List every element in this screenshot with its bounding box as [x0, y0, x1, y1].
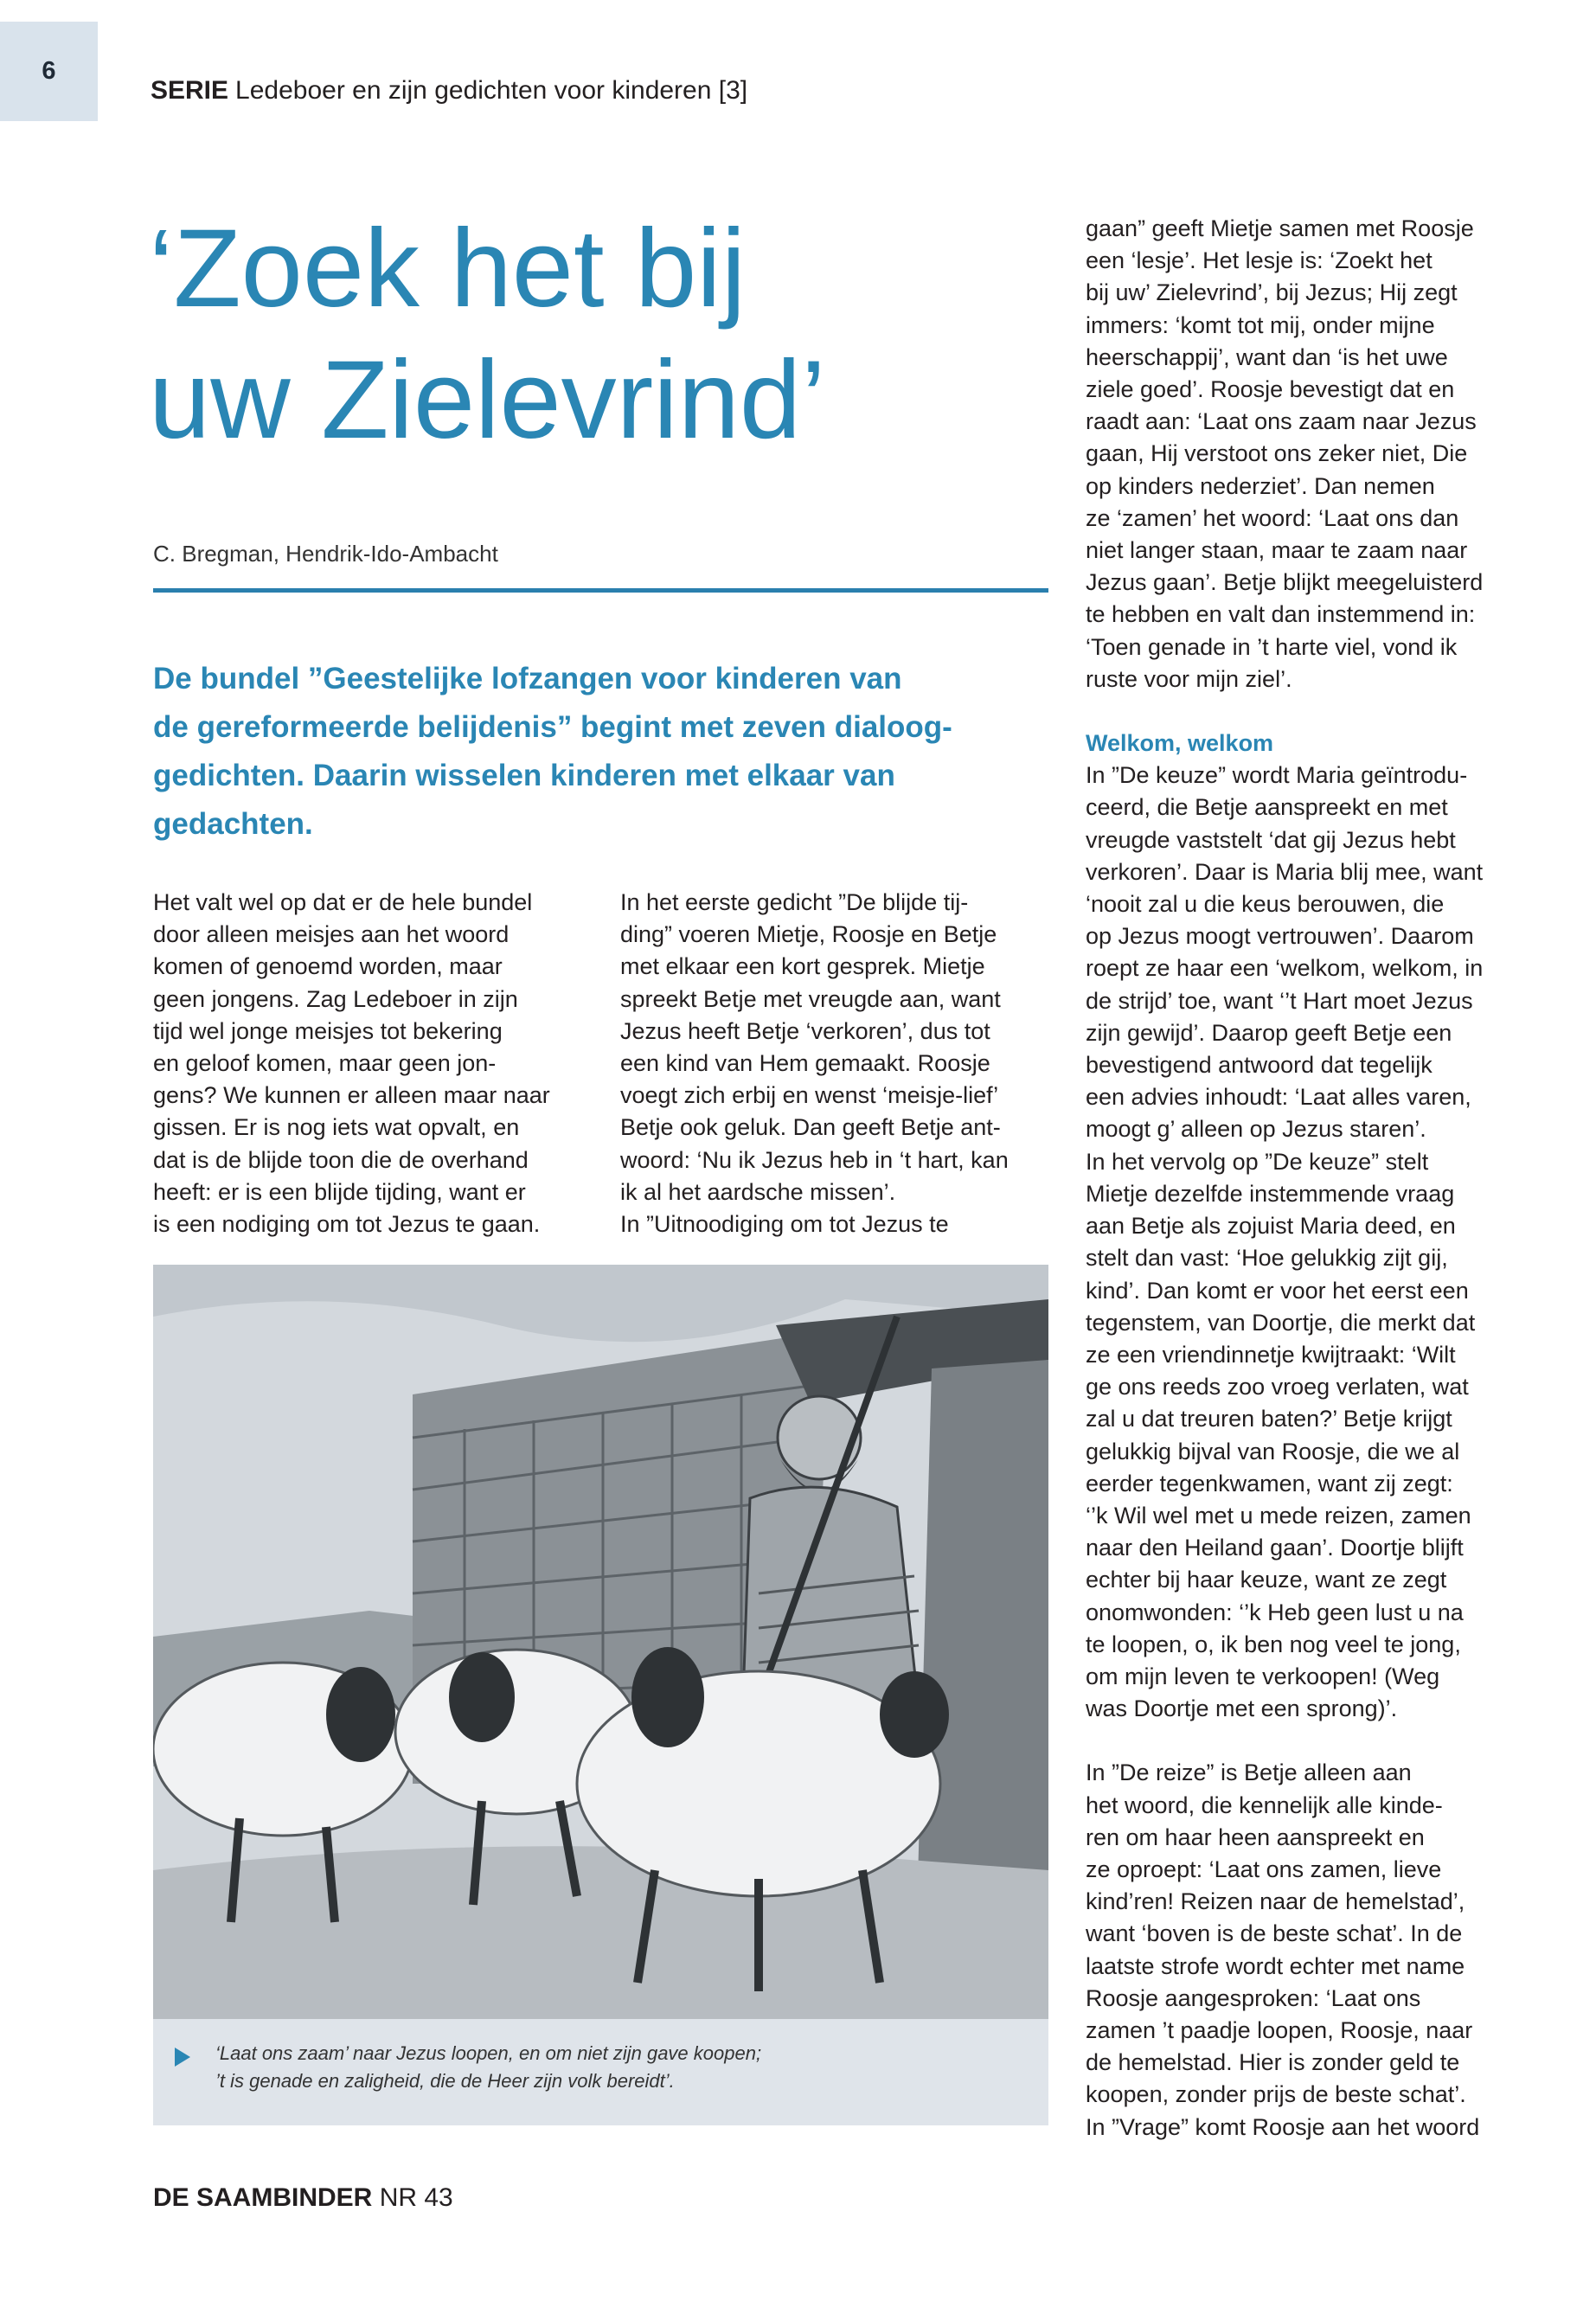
series-header	[151, 76, 747, 106]
text-line: gaan, Hij verstoot ons zeker niet, Die	[1086, 440, 1468, 467]
text-line: is een nodiging om tot Jezus te gaan.	[153, 1211, 541, 1238]
image-caption	[153, 2019, 1048, 2125]
column3-part1	[1086, 213, 1570, 695]
text-line: ge ons reeds zoo vroeg verlaten, wat	[1086, 1374, 1469, 1400]
text-line: roept ze haar een ‘welkom, welkom, in	[1086, 955, 1484, 982]
text-line: In ”De reize” is Betje alleen aan	[1086, 1759, 1412, 1786]
text-line: ruste voor mijn ziel’.	[1086, 665, 1292, 692]
text-line: Jezus heeft Betje ‘verkoren’, dus tot	[620, 1017, 990, 1044]
text-line: laatste strofe wordt echter met name	[1086, 1952, 1465, 1979]
text-line: gelukkig bijval van Roosje, die we al	[1086, 1438, 1460, 1465]
text-line: om mijn leven te verkoopen! (Weg	[1086, 1663, 1440, 1689]
text-line: In ”Vrage” komt Roosje aan het woord	[1086, 2113, 1480, 2140]
text-line: moogt g’ alleen op Jezus staren’.	[1086, 1116, 1426, 1143]
text-line: vreugde vaststelt ‘dat gij Jezus hebt	[1086, 826, 1456, 853]
text-line: gens? We kunnen er alleen maar naar	[153, 1082, 550, 1109]
text-line: ‘Toen genade in ’t harte viel, vond ik	[1086, 633, 1458, 660]
text-line: de strijd’ toe, want ‘’t Hart moet Jezus	[1086, 987, 1473, 1014]
text-line: stelt dan vast: ‘Hoe gelukkig zijt gij,	[1086, 1245, 1448, 1272]
text-line: woord: ‘Nu ik Jezus heb in ‘t hart, kan	[620, 1146, 1009, 1173]
text-line: ceerd, die Betje aanspreekt en met	[1086, 794, 1448, 821]
body-column-2	[620, 887, 1053, 1240]
text-line: kind’ren! Reizen naar de hemelstad’,	[1086, 1888, 1465, 1915]
caption-line: ’t is genade en zaligheid, die de Heer zijn volk bereidt’.	[215, 2070, 675, 2092]
text-line: Betje ook geluk. Dan geeft Betje ant-	[620, 1114, 1001, 1141]
page-footer	[153, 2183, 453, 2213]
text-line: komen of genoemd worden, maar	[153, 953, 503, 980]
text-line: Het valt wel op dat er de hele bundel	[153, 889, 533, 915]
lead-line: gedichten. Daarin wisselen kinderen met elkaar van	[153, 759, 895, 792]
text-line: In ”Uitnoodiging om tot Jezus te	[620, 1211, 949, 1238]
text-line: ze ‘zamen’ het woord: ‘Laat ons dan	[1086, 504, 1459, 531]
series-label: SERIE	[151, 76, 229, 105]
column3-part3	[1086, 1757, 1570, 2143]
text-line: In ”De keuze” wordt Maria geïntrodu-	[1086, 762, 1468, 789]
text-line: het woord, die kennelijk alle kinde-	[1086, 1791, 1443, 1818]
text-line: bij uw’ Zielevrind’, bij Jezus; Hij zegt	[1086, 279, 1458, 306]
illustration-drawing	[153, 1265, 1048, 2019]
text-line: ren om haar heen aanspreekt en	[1086, 1823, 1425, 1850]
issue-number: NR 43	[379, 2183, 453, 2212]
text-line: de hemelstad. Hier is zonder geld te	[1086, 2049, 1460, 2076]
text-line: met elkaar een kort gesprek. Mietje	[620, 953, 985, 980]
text-line: te hebben en valt dan instemmend in:	[1086, 601, 1476, 628]
text-line: Jezus gaan’. Betje blijkt meegeluisterd	[1086, 569, 1484, 596]
text-line: tegenstem, van Doortje, die merkt dat	[1086, 1309, 1476, 1336]
text-line: ‘’k Wil wel met u mede reizen, zamen	[1086, 1502, 1471, 1529]
page-number: 6	[0, 22, 98, 121]
caption-arrow-icon	[175, 2048, 190, 2067]
text-line: want ‘boven is de beste schat’. In de	[1086, 1920, 1463, 1947]
text-line: tijd wel jonge meisjes tot bekering	[153, 1017, 503, 1044]
text-line: Mietje dezelfde instemmende vraag	[1086, 1180, 1455, 1207]
title-line: uw Zielevrind’	[149, 338, 826, 462]
text-line: In het eerste gedicht ”De blijde tij-	[620, 889, 969, 915]
title-line: ‘Zoek het bij	[149, 207, 747, 330]
text-line: onomwonden: ‘’k Heb geen lust u na	[1086, 1599, 1464, 1625]
author-byline: C. Bregman, Hendrik-Ido-Ambacht	[153, 541, 498, 567]
lead-line: De bundel ”Geestelijke lofzangen voor kinderen van	[153, 662, 902, 695]
text-line: gissen. Er is nog iets wat opvalt, en	[153, 1114, 520, 1141]
publication-name: DE SAAMBINDER	[153, 2183, 373, 2212]
lead-line: de gereformeerde belijdenis” begint met zeven dialoog-	[153, 710, 952, 744]
text-line: heerschappij’, want dan ‘is het uwe	[1086, 343, 1448, 370]
caption-line: ‘Laat ons zaam’ naar Jezus loopen, en om niet zijn gave koopen;	[215, 2042, 762, 2064]
text-line: eerder tegenkwamen, want zij zegt:	[1086, 1470, 1453, 1497]
text-line: een ‘lesje’. Het lesje is: ‘Zoekt het	[1086, 247, 1433, 274]
text-line: gaan” geeft Mietje samen met Roosje	[1086, 215, 1474, 241]
text-line: spreekt Betje met vreugde aan, want	[620, 985, 1001, 1012]
text-line: was Doortje met een sprong)’.	[1086, 1695, 1398, 1722]
text-line: ze oproept: ‘Laat ons zamen, lieve	[1086, 1856, 1442, 1882]
text-line: door alleen meisjes aan het woord	[153, 921, 510, 948]
text-line: dat is de blijde toon die de overhand	[153, 1146, 529, 1173]
text-line: zal u dat treuren baten?’ Betje krijgt	[1086, 1406, 1452, 1433]
caption-text	[215, 2040, 761, 2095]
ground	[153, 1846, 1048, 2019]
text-line: ding” voeren Mietje, Roosje en Betje	[620, 921, 997, 948]
text-line: te loopen, o, ik ben nog veel te jong,	[1086, 1631, 1461, 1657]
text-line: echter bij haar keuze, want ze zegt	[1086, 1567, 1447, 1593]
text-line: verkoren’. Daar is Maria blij mee, want	[1086, 858, 1484, 885]
text-line: een kind van Hem gemaakt. Roosje	[620, 1050, 990, 1077]
text-line: zamen ’t paadje loopen, Roosje, naar	[1086, 2016, 1473, 2043]
article-title	[149, 203, 1066, 466]
text-line: geen jongens. Zag Ledeboer in zijn	[153, 985, 518, 1012]
text-line: koopen, zonder prijs de beste schat’.	[1086, 2081, 1466, 2108]
subheading: Welkom, welkom	[1086, 730, 1274, 757]
text-line: voegt zich erbij en wenst ‘meisje-lief’	[620, 1082, 999, 1109]
text-line: een advies inhoudt: ‘Laat alles varen,	[1086, 1084, 1471, 1111]
lead-paragraph	[153, 655, 1018, 849]
text-line: bevestigend antwoord dat tegelijk	[1086, 1052, 1433, 1079]
text-line: immers: ‘komt tot mij, onder mijne	[1086, 311, 1435, 338]
text-line: ziele goed’. Roosje bevestigt dat en	[1086, 376, 1455, 403]
paragraph-gap	[1086, 1725, 1570, 1757]
text-line: In het vervolg op ”De keuze” stelt	[1086, 1148, 1429, 1175]
body-column-1	[153, 887, 603, 1240]
text-line: raadt aan: ‘Laat ons zaam naar Jezus	[1086, 408, 1477, 435]
text-line: zijn gewijd’. Daarop geeft Betje een	[1086, 1019, 1452, 1046]
shepherd-illustration	[153, 1265, 1048, 2019]
text-line: heeft: er is een blijde tijding, want er	[153, 1178, 526, 1205]
text-line: op kinders nederziet’. Dan nemen	[1086, 472, 1435, 499]
text-line: Roosje aangesproken: ‘Laat ons	[1086, 1984, 1421, 2011]
text-line: ik al het aardsche missen’.	[620, 1178, 896, 1205]
text-line: kind’. Dan komt er voor het eerst een	[1086, 1277, 1469, 1304]
text-line: aan Betje als zojuist Maria deed, en	[1086, 1213, 1456, 1240]
text-line: naar den Heiland gaan’. Doortje blijft	[1086, 1535, 1464, 1561]
text-line: ‘nooit zal u die keus berouwen, die	[1086, 891, 1445, 918]
series-title: Ledeboer en zijn gedichten voor kinderen [3]	[235, 76, 748, 105]
text-line: en geloof komen, maar geen jon-	[153, 1050, 497, 1077]
body-column-3	[1086, 213, 1570, 2144]
column3-part2	[1086, 760, 1570, 1725]
text-line: ze een vriendinnetje kwijtraakt: ‘Wilt	[1086, 1341, 1456, 1368]
text-line: op Jezus moogt vertrouwen’. Daarom	[1086, 923, 1474, 950]
title-divider	[153, 588, 1048, 593]
text-line: niet langer staan, maar te zaam naar	[1086, 537, 1468, 564]
lead-line: gedachten.	[153, 807, 313, 841]
paragraph-gap	[1086, 695, 1570, 727]
